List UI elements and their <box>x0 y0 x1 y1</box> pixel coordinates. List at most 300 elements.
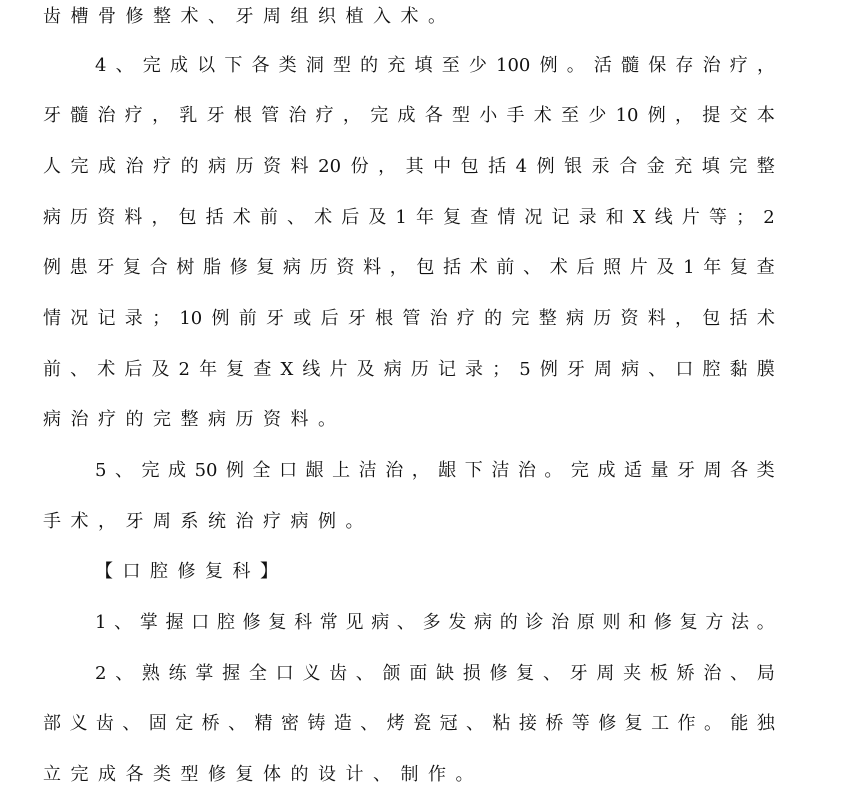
glyph: 修 <box>598 713 617 734</box>
glyph: ， <box>152 105 171 126</box>
glyph: 。 <box>756 612 775 633</box>
glyph: 片 <box>329 359 348 380</box>
glyph: 树 <box>176 257 195 278</box>
glyph: X <box>280 359 294 380</box>
glyph: 前 <box>259 207 278 228</box>
glyph: 括 <box>443 257 462 278</box>
text-line <box>43 307 775 331</box>
glyph: 记 <box>551 207 570 228</box>
glyph: 疗 <box>729 55 748 76</box>
glyph: X <box>632 207 646 228</box>
glyph: 牙 <box>96 257 115 278</box>
glyph: 熟 <box>141 663 160 684</box>
glyph: 历 <box>235 156 254 177</box>
text-line: 立完成各类型修复体的设计、制作。 <box>43 764 483 785</box>
glyph: ， <box>411 460 430 481</box>
glyph: 2 <box>178 359 190 380</box>
glyph: 和 <box>628 612 647 633</box>
glyph: 管 <box>402 308 421 329</box>
glyph: 整 <box>538 308 557 329</box>
glyph: 完 <box>570 460 589 481</box>
glyph: 夹 <box>623 663 642 684</box>
glyph: 修 <box>229 257 248 278</box>
glyph: 常 <box>319 612 338 633</box>
glyph: ， <box>389 257 408 278</box>
glyph: 线 <box>654 207 673 228</box>
glyph: 根 <box>233 105 252 126</box>
glyph: 颌 <box>382 663 401 684</box>
glyph: 复 <box>268 612 287 633</box>
glyph: 口 <box>279 460 298 481</box>
glyph: 治 <box>429 308 448 329</box>
glyph: 桥 <box>201 713 220 734</box>
glyph: 的 <box>180 156 199 177</box>
glyph: 原 <box>576 612 595 633</box>
glyph: 复 <box>226 359 245 380</box>
glyph: 或 <box>293 308 312 329</box>
glyph: 查 <box>756 257 775 278</box>
glyph: 成 <box>597 460 616 481</box>
glyph: 牙 <box>266 308 285 329</box>
glyph: 精 <box>254 713 273 734</box>
glyph: 病 <box>621 359 640 380</box>
glyph: 瓷 <box>413 713 432 734</box>
glyph: 、 <box>115 663 134 684</box>
glyph: 料 <box>124 207 143 228</box>
glyph: 充 <box>387 55 406 76</box>
glyph: 牙 <box>347 308 366 329</box>
glyph: 等 <box>709 207 728 228</box>
glyph: 定 <box>175 713 194 734</box>
glyph: 手 <box>506 105 525 126</box>
text-line <box>43 206 775 230</box>
glyph: 诊 <box>525 612 544 633</box>
glyph: 后 <box>576 257 595 278</box>
glyph: 病 <box>565 308 584 329</box>
glyph: 后 <box>341 207 360 228</box>
glyph: 术 <box>549 257 568 278</box>
text-line: 病治疗的完整病历资料。 <box>43 409 346 430</box>
glyph: 后 <box>320 308 339 329</box>
glyph: 腔 <box>216 612 235 633</box>
glyph: 历 <box>309 257 328 278</box>
glyph: 病 <box>371 612 390 633</box>
glyph: 汞 <box>591 156 610 177</box>
glyph: 历 <box>70 207 89 228</box>
glyph: 以 <box>197 55 216 76</box>
glyph: 提 <box>702 105 721 126</box>
glyph: 矫 <box>676 663 695 684</box>
glyph: 疗 <box>124 105 143 126</box>
glyph: 冠 <box>439 713 458 734</box>
glyph: 100 <box>496 55 531 76</box>
glyph: 、 <box>355 663 374 684</box>
text-line: 齿槽骨修整术、牙周组织植入术。 <box>43 6 456 27</box>
glyph: ； <box>152 308 171 329</box>
glyph: 周 <box>703 460 722 481</box>
glyph: 局 <box>756 663 775 684</box>
glyph: 等 <box>571 713 590 734</box>
glyph: 例 <box>647 105 666 126</box>
glyph: 历 <box>593 308 612 329</box>
glyph: 型 <box>333 55 351 76</box>
glyph: 例 <box>536 156 555 177</box>
glyph: 2 <box>763 207 775 228</box>
text-line <box>43 256 775 280</box>
glyph: 情 <box>43 308 61 329</box>
glyph: 下 <box>224 55 243 76</box>
glyph: 术 <box>97 359 116 380</box>
glyph: 后 <box>124 359 143 380</box>
glyph: 20 <box>318 156 342 177</box>
glyph: 成 <box>169 55 188 76</box>
glyph: 口 <box>675 359 694 380</box>
glyph: 本 <box>756 105 775 126</box>
glyph: 完 <box>370 105 389 126</box>
glyph: 齿 <box>329 663 348 684</box>
glyph: 治 <box>288 105 307 126</box>
glyph: ； <box>492 359 511 380</box>
glyph: 根 <box>375 308 394 329</box>
glyph: 全 <box>252 460 271 481</box>
glyph: 例 <box>226 460 245 481</box>
glyph: 前 <box>43 359 61 380</box>
glyph: 完 <box>729 156 748 177</box>
glyph: 金 <box>646 156 665 177</box>
glyph: 50 <box>194 460 218 481</box>
glyph: 复 <box>679 612 698 633</box>
glyph: 例 <box>539 55 558 76</box>
glyph: 、 <box>70 359 89 380</box>
glyph: 脂 <box>203 257 222 278</box>
glyph: 完 <box>511 308 530 329</box>
glyph: 2 <box>95 663 107 684</box>
glyph: 类 <box>756 460 775 481</box>
glyph: 5 <box>95 460 107 481</box>
glyph: 包 <box>178 207 197 228</box>
glyph: 疗 <box>153 156 172 177</box>
text-line <box>43 104 775 128</box>
glyph: 术 <box>469 257 488 278</box>
glyph: 牙 <box>43 105 61 126</box>
glyph: 病 <box>208 156 227 177</box>
glyph: 10 <box>179 308 203 329</box>
glyph: 例 <box>539 359 558 380</box>
glyph: 包 <box>416 257 435 278</box>
glyph: 完 <box>141 460 160 481</box>
glyph: 年 <box>703 257 722 278</box>
glyph: 录 <box>465 359 484 380</box>
glyph: 造 <box>333 713 352 734</box>
glyph: 疗 <box>315 105 334 126</box>
glyph: 义 <box>302 663 321 684</box>
glyph: 型 <box>451 105 470 126</box>
glyph: 小 <box>479 105 498 126</box>
glyph: 人 <box>43 156 61 177</box>
glyph: 烤 <box>386 713 405 734</box>
glyph: 下 <box>464 460 483 481</box>
glyph: 治 <box>97 105 116 126</box>
glyph: 前 <box>496 257 515 278</box>
glyph: 口 <box>275 663 294 684</box>
glyph: 术 <box>533 105 552 126</box>
glyph: 、 <box>648 359 667 380</box>
glyph: 牙 <box>677 460 696 481</box>
glyph: 括 <box>488 156 507 177</box>
glyph: 周 <box>596 663 615 684</box>
glyph: 复 <box>123 257 142 278</box>
glyph: 及 <box>356 359 375 380</box>
glyph: 成 <box>168 460 187 481</box>
glyph: 工 <box>651 713 670 734</box>
glyph: 查 <box>253 359 272 380</box>
text-line <box>95 662 775 686</box>
text-line <box>95 54 775 78</box>
glyph: 、 <box>466 713 484 734</box>
glyph: 龈 <box>305 460 324 481</box>
glyph: 、 <box>360 713 379 734</box>
glyph: 片 <box>681 207 700 228</box>
glyph: 科 <box>294 612 313 633</box>
glyph: 密 <box>280 713 299 734</box>
glyph: 其 <box>405 156 424 177</box>
glyph: 成 <box>397 105 416 126</box>
text-line <box>95 611 775 635</box>
glyph: 、 <box>286 207 305 228</box>
glyph: 治 <box>125 156 144 177</box>
glyph: ， <box>342 105 361 126</box>
glyph: 录 <box>124 308 143 329</box>
glyph: 前 <box>238 308 257 329</box>
glyph: 各 <box>730 460 749 481</box>
glyph: 修 <box>489 663 508 684</box>
glyph: 活 <box>593 55 612 76</box>
glyph: 病 <box>43 207 61 228</box>
glyph: 少 <box>588 105 607 126</box>
glyph: 年 <box>199 359 218 380</box>
glyph: 的 <box>499 612 518 633</box>
glyph: 1 <box>395 207 407 228</box>
glyph: 记 <box>437 359 456 380</box>
glyph: 。 <box>703 713 722 734</box>
glyph: 病 <box>383 359 402 380</box>
glyph: 料 <box>363 257 382 278</box>
glyph: 全 <box>248 663 267 684</box>
glyph: 例 <box>211 308 230 329</box>
glyph: 完 <box>70 156 89 177</box>
glyph: 髓 <box>70 105 89 126</box>
glyph: ， <box>378 156 397 177</box>
glyph: 保 <box>648 55 667 76</box>
glyph: 牙 <box>569 663 588 684</box>
glyph: 能 <box>730 713 749 734</box>
glyph: 适 <box>623 460 642 481</box>
glyph: 上 <box>332 460 351 481</box>
glyph: 掌 <box>139 612 158 633</box>
glyph: 交 <box>729 105 748 126</box>
glyph: 部 <box>43 713 61 734</box>
glyph: 、 <box>122 713 141 734</box>
glyph: 修 <box>653 612 672 633</box>
glyph: 的 <box>484 308 503 329</box>
glyph: 术 <box>314 207 333 228</box>
glyph: 4 <box>95 55 107 76</box>
glyph: 及 <box>656 257 675 278</box>
glyph: 及 <box>151 359 170 380</box>
glyph: 见 <box>345 612 364 633</box>
glyph: 膜 <box>756 359 775 380</box>
glyph: ， <box>756 55 775 76</box>
glyph: 10 <box>615 105 639 126</box>
glyph: 板 <box>649 663 668 684</box>
glyph: 资 <box>620 308 639 329</box>
glyph: 治 <box>551 612 570 633</box>
glyph: 复 <box>443 207 462 228</box>
glyph: 发 <box>448 612 467 633</box>
glyph: 掌 <box>195 663 214 684</box>
glyph: 粘 <box>492 713 511 734</box>
glyph: 各 <box>251 55 270 76</box>
glyph: 腔 <box>702 359 721 380</box>
glyph: 银 <box>564 156 583 177</box>
glyph: 、 <box>228 713 247 734</box>
glyph: 4 <box>515 156 528 177</box>
glyph: ； <box>736 207 755 228</box>
glyph: 记 <box>97 308 116 329</box>
glyph: 龈 <box>438 460 457 481</box>
glyph: 5 <box>519 359 531 380</box>
glyph: 合 <box>149 257 168 278</box>
glyph: 黏 <box>729 359 748 380</box>
glyph: 、 <box>730 663 749 684</box>
glyph: 。 <box>566 55 585 76</box>
glyph: 方 <box>705 612 724 633</box>
glyph: 疗 <box>456 308 475 329</box>
glyph: 、 <box>115 55 134 76</box>
glyph: 铸 <box>307 713 326 734</box>
glyph: 包 <box>460 156 479 177</box>
text-line <box>43 155 775 179</box>
glyph: 合 <box>619 156 638 177</box>
glyph: 填 <box>414 55 433 76</box>
glyph: 和 <box>605 207 624 228</box>
glyph: 复 <box>624 713 643 734</box>
glyph: 齿 <box>95 713 114 734</box>
glyph: 患 <box>69 257 88 278</box>
glyph: 查 <box>470 207 489 228</box>
glyph: 术 <box>232 207 251 228</box>
glyph: 多 <box>422 612 441 633</box>
glyph: 洁 <box>358 460 377 481</box>
glyph: 少 <box>468 55 487 76</box>
glyph: 损 <box>462 663 481 684</box>
glyph: 例 <box>43 257 61 278</box>
glyph: 括 <box>729 308 748 329</box>
glyph: 年 <box>415 207 434 228</box>
glyph: 。 <box>544 460 563 481</box>
glyph: 资 <box>336 257 355 278</box>
glyph: 充 <box>674 156 693 177</box>
glyph: 洁 <box>491 460 510 481</box>
glyph: 情 <box>497 207 516 228</box>
text-line <box>43 358 775 382</box>
glyph: 复 <box>729 257 748 278</box>
glyph: 固 <box>148 713 167 734</box>
glyph: 修 <box>242 612 261 633</box>
glyph: 则 <box>602 612 621 633</box>
glyph: 桥 <box>545 713 564 734</box>
glyph: 、 <box>523 257 542 278</box>
glyph: 中 <box>433 156 452 177</box>
glyph: 、 <box>114 612 133 633</box>
glyph: ， <box>675 308 694 329</box>
glyph: 治 <box>702 55 721 76</box>
glyph: 料 <box>647 308 666 329</box>
glyph: 髓 <box>621 55 640 76</box>
section-heading: 【口腔修复科】 <box>95 561 288 582</box>
glyph: 量 <box>650 460 669 481</box>
glyph: 类 <box>278 55 297 76</box>
glyph: 握 <box>165 612 184 633</box>
glyph: 治 <box>703 663 722 684</box>
glyph: 料 <box>290 156 309 177</box>
glyph: ， <box>675 105 694 126</box>
glyph: 的 <box>360 55 379 76</box>
glyph: 牙 <box>206 105 225 126</box>
glyph: 括 <box>205 207 224 228</box>
glyph: 管 <box>261 105 280 126</box>
glyph: 况 <box>70 308 89 329</box>
glyph: 面 <box>409 663 428 684</box>
glyph: 及 <box>368 207 387 228</box>
glyph: 份 <box>350 156 369 177</box>
glyph: 洞 <box>305 55 324 76</box>
glyph: 复 <box>516 663 535 684</box>
glyph: 整 <box>756 156 775 177</box>
glyph: 1 <box>683 257 695 278</box>
glyph: 口 <box>191 612 210 633</box>
glyph: 1 <box>95 612 107 633</box>
glyph: 乳 <box>179 105 198 126</box>
glyph: 法 <box>731 612 750 633</box>
glyph: 历 <box>410 359 429 380</box>
glyph: 病 <box>283 257 302 278</box>
glyph: 复 <box>256 257 275 278</box>
glyph: 治 <box>517 460 536 481</box>
glyph: 缺 <box>436 663 454 684</box>
glyph: 填 <box>701 156 720 177</box>
text-line: 手术，牙周系统治疗病例。 <box>43 511 373 532</box>
glyph: 至 <box>441 55 460 76</box>
glyph: 练 <box>168 663 187 684</box>
glyph: 片 <box>629 257 648 278</box>
glyph: 义 <box>69 713 88 734</box>
glyph: 资 <box>263 156 282 177</box>
glyph: 治 <box>385 460 404 481</box>
glyph: 、 <box>542 663 561 684</box>
glyph: 接 <box>518 713 537 734</box>
glyph: 病 <box>474 612 492 633</box>
glyph: 存 <box>675 55 694 76</box>
glyph: 牙 <box>566 359 585 380</box>
glyph: 线 <box>302 359 321 380</box>
glyph: ， <box>151 207 170 228</box>
glyph: 术 <box>756 308 775 329</box>
glyph: 作 <box>677 713 696 734</box>
glyph: 至 <box>561 105 580 126</box>
glyph: 、 <box>396 612 415 633</box>
glyph: 握 <box>222 663 241 684</box>
